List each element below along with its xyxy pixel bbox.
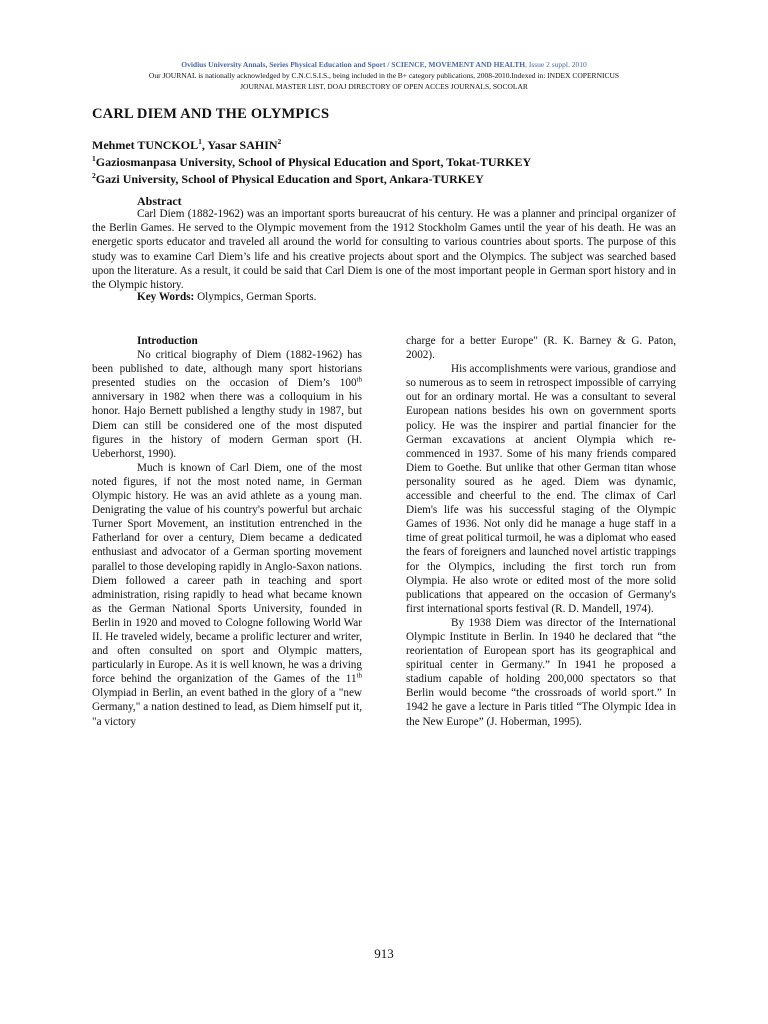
journal-issue: , Issue 2 suppl. 2010	[525, 60, 587, 69]
paragraph: No critical biography of Diem (1882-1962) has been published to date, although many sport historians presented studies on the occasion of Diem’s 100th anniversary in 1982 when there was a colloquium in his honor. Hajo Bernett published a lengthy study in 1987, but Diem can still be considered one of the most disputed figures in the history of modern German sport (H. Ueberhorst, 1990).	[92, 349, 362, 460]
section-heading-introduction: Introduction	[137, 335, 198, 347]
author-2: , Yasar SAHIN	[201, 138, 278, 152]
journal-header	[0, 59, 768, 92]
author-block	[92, 135, 531, 186]
keywords-label: Key Words:	[137, 291, 195, 303]
journal-index-line-2: JOURNAL MASTER LIST, DOAJ DIRECTORY OF OPEN ACCES JOURNALS, SOCOLAR	[240, 82, 528, 91]
journal-index-line: Our JOURNAL is nationally acknowledged by C.N.C.S.I.S., being included in the B+ category publications, 2008-2010.Indexed in: INDEX COPERNICUS	[148, 71, 620, 80]
abstract-text: Carl Diem (1882-1962) was an important sports bureaucrat of his century. He was a planner and principal organizer of the Berlin Games. He served to the Olympic movement from the 1912 Stockholm Games until the year of his death. He was an energetic sports educator and traveled all around the world for consulting to various countries about sports. The purpose of this study was to examine Carl Diem’s life and his creative projects about sport and the Olympics. The subject was searched based upon the literature. As a result, it could be said that Carl Diem is one of the most important people in German sport history and in the Olympic history.	[92, 208, 676, 292]
affiliation-1: $^1$Gaziosmanpasa University, School of Physical Education and Sport, Tokat-TURKEY	[92, 154, 532, 169]
journal-title: Ovidius University Annals, Series Physical Education and Sport / SCIENCE, MOVEMENT AND HEALTH	[181, 60, 526, 69]
right-column	[406, 334, 676, 729]
paragraph: His accomplishments were various, grandiose and so numerous as to seem in retrospect impossible of carrying out for an ordinary mortal. He was a consultant to several European nations besides his own on government sports policy. He was the inspirer and partial financier for the German excavations at ancient Olympia which re-commenced in 1937. Some of his many friends compared Diem to Goethe. But unlike that other German titan whose personality soured as he aged. Diem was dynamic, accessible and cheerful to the end. The climax of Carl Diem's life was his successful staging of the Olympic Games of 1936. Not only did he manage a huge staff in a time of great political turmoil, he was a diplomat who eased the fears of foreigners and launched novel artistic trappings for the Olympics, including the first torch run from Olympia. He also wrote or edited most of the more solid publications that appeared on the occasion of Germany's first international sports festival (R. D. Mandell, 1974).	[406, 363, 676, 615]
paragraph: Much is known of Carl Diem, one of the most noted figures, if not the most noted name, in German Olympic history. He was an avid athlete as a young man. Denigrating the value of his country's powerful but archaic Turner Sport Movement, an institution entrenched in the Fatherland for over a century, Diem became a dedicated enthusiast and advocator of a German sporting movement parallel to those developing rapidly in Anglo-Saxon nations. Diem followed a career path in teaching and sport administration, rising rapidly to head what became known as the German National Sports University, founded in Berlin in 1920 and moved to Cologne following World War II. He traveled widely, became a prolific lecturer and writer, and often consulted on sport and Olympic matters, particularly in Europe. As it is well known, he was a driving force behind the organization of the Games of the 11th Olympiad in Berlin, an event bathed in the glory of a "new Germany," a nation destined to lead, as Diem himself put it, "a victory	[92, 461, 362, 728]
page-number: 913	[374, 946, 394, 961]
author-names: Mehmet TUNCKOL$^1$, Yasar SAHIN$^2$	[92, 137, 282, 152]
affiliation-2: $^2$Gazi University, School of Physical Education and Sport, Ankara-TURKEY	[92, 171, 484, 186]
keywords-list: Olympics, German Sports.	[194, 291, 317, 303]
journal-title-line	[0, 59, 768, 70]
keywords	[137, 291, 316, 303]
paragraph: By 1938 Diem was director of the International Olympic Institute in Berlin. In 1940 he declared that “the reorientation of European sport has its geographical and spiritual center in Germany.” In 1941 he proposed a stadium capable of holding 200,000 spectators so that Berlin would become “the crossroads of world sport.” In 1942 he gave a lecture in Paris titled “The Olympic Idea in the New Europe” (J. Hoberman, 1995).	[406, 616, 676, 728]
abstract-heading: Abstract	[137, 194, 182, 208]
paragraph: charge for a better Europe" (R. K. Barney & G. Paton, 2002).	[406, 335, 676, 362]
author-1: Mehmet TUNCKOL	[92, 138, 199, 152]
left-column	[92, 334, 362, 729]
paper-title: CARL DIEM AND THE OLYMPICS	[92, 106, 330, 122]
